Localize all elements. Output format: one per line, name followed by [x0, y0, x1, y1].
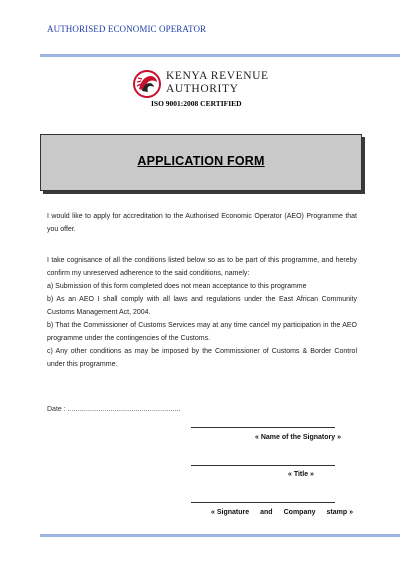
signatory-name-line[interactable]: [191, 427, 335, 428]
intro-paragraph: I would like to apply for accreditation to the Authorised Economic Operator (AEO) Programme that you offer.: [47, 213, 357, 233]
form-title: APPLICATION FORM: [137, 154, 265, 168]
form-title-box: [40, 134, 362, 191]
stamp-label-part: Company: [283, 509, 316, 516]
signature-stamp-label: [211, 509, 353, 516]
title-label: « Title »: [288, 471, 314, 478]
stamp-label-part: stamp »: [326, 509, 353, 516]
stamp-label-part: and: [260, 509, 273, 516]
footer-divider: [40, 534, 400, 537]
header-divider: [40, 54, 400, 57]
iso-certification: ISO 9001:2008 CERTIFIED: [151, 99, 242, 108]
org-name-line2: AUTHORITY: [166, 83, 239, 95]
title-line[interactable]: [191, 465, 335, 466]
condition-item: b) As an AEO I shall comply with all laws and regulations under the East African Community Customs Management Act, 2004.: [47, 296, 357, 316]
condition-item: b) That the Commissioner of Customs Services may at any time cancel my participation in the AEO programme under the contingencies of the Customs.: [47, 322, 357, 342]
org-name-line1: KENYA REVENUE: [166, 70, 269, 82]
stamp-label-part: « Signature: [211, 509, 250, 516]
conditions-intro: I take cognisance of all the conditions listed below so as to be part of this programme, and hereby confirm my unreserved adherence to the said conditions, namely:: [47, 257, 357, 277]
signatory-name-label: « Name of the Signatory »: [255, 434, 341, 441]
condition-item: a) Submission of this form completed does not mean acceptance to this programme: [47, 283, 307, 290]
conditions-block: [47, 254, 357, 371]
signature-stamp-line[interactable]: [191, 502, 335, 503]
header-program-title: AUTHORISED ECONOMIC OPERATOR: [47, 24, 207, 34]
date-field[interactable]: Date : ..........................................................: [47, 406, 181, 413]
condition-item: c) Any other conditions as may be imposed by the Commissioner of Customs & Border Control under this programme.: [47, 348, 357, 368]
kra-lion-logo-icon: [132, 69, 162, 99]
